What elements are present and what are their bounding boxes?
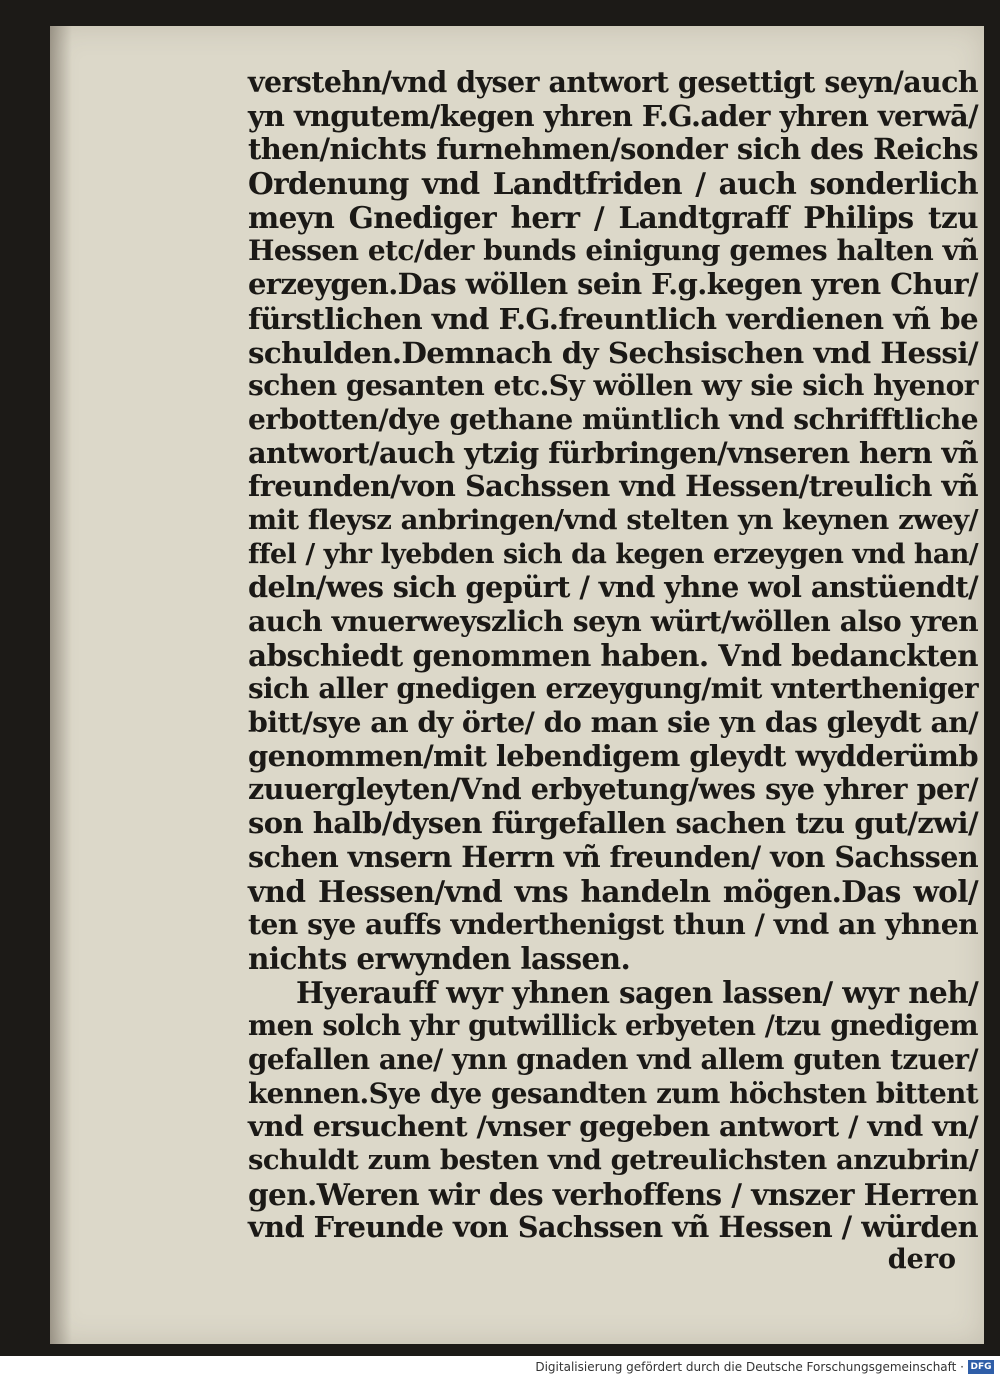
text-line: bitt/sye an dy örte/ do man sie yn das gleydt an/ — [248, 705, 978, 740]
text-line: auch vnuerweyszlich seyn würt/wöllen also yren — [248, 605, 978, 638]
text-line: nichts erwynden lassen. — [248, 940, 631, 976]
text-line: erbotten/dye gethane müntlich vnd schrifftliche — [248, 402, 978, 436]
text-line: ten sye auffs vnderthenigst thun / vnd an yhnen — [248, 908, 978, 942]
text-line: schuldt zum besten vnd getreulichsten anzubrin/ — [248, 1144, 978, 1176]
text-line: son halb/dysen fürgefallen sachen tzu gut/zwi/ — [248, 806, 978, 841]
dfg-logo-icon: DFG — [968, 1360, 994, 1374]
text-line: vnd ersuchent /vnser gegeben antwort / vnd vn/ — [248, 1109, 978, 1144]
text-line: deln/wes sich gepürt / vnd yhne wol anstüendt/ — [248, 570, 978, 605]
text-line: kennen.Sye dye gesandten zum höchsten bittent — [248, 1076, 978, 1110]
text-line: antwort/auch ytzig fürbringen/vnseren hern vñ — [248, 435, 978, 470]
catchword: dero — [887, 1244, 956, 1275]
text-line: fürstlichen vnd F.G.freuntlich verdienen vñ be — [248, 300, 978, 336]
text-line: Hyerauff wyr yhnen sagen lassen/ wyr neh/ — [296, 974, 979, 1010]
text-line: schen vnsern Herrn vñ freunden/ von Sachssen — [248, 839, 978, 874]
footer-bar — [0, 1356, 1000, 1379]
text-line: schen gesanten etc.Sy wöllen wy sie sich hyenor — [248, 369, 978, 403]
text-line: schulden.Demnach dy Sechsischen vnd Hessi/ — [248, 334, 978, 370]
text-line: vnd Hessen/vnd vns handeln mögen.Das wol/ — [248, 873, 978, 909]
text-line: verstehn/vnd dyser antwort gesettigt seyn/auch — [248, 65, 978, 99]
text-line: abschiedt genommen haben. Vnd bedanckten — [248, 637, 978, 673]
text-line: mit fleysz anbringen/vnd stelten yn keynen zwey/ — [248, 503, 978, 536]
text-line: men solch yhr gutwillick erbyeten /tzu gnedigem — [248, 1009, 978, 1043]
text-line: sich aller gnedigen erzeygung/mit vntertheniger — [248, 672, 978, 706]
text-line: genommen/mit lebendigem gleydt wydderümb — [248, 738, 978, 773]
text-line: erzeygen.Das wöllen sein F.g.kegen yren Chur/ — [248, 267, 978, 302]
book-page — [50, 26, 984, 1344]
text-line: meyn Gnediger herr / Landtgraff Philips tzu — [248, 199, 978, 235]
text-line: ffel / yhr lyebden sich da kegen erzeygen vnd han/ — [248, 538, 978, 570]
page-gutter-shadow — [50, 26, 72, 1344]
text-line: Hessen etc/der bunds einigung gemes halten vñ — [248, 234, 978, 268]
text-line: Ordenung vnd Landtfriden / auch sonderlich — [248, 166, 978, 202]
text-line: then/nichts furnehmen/sonder sich des Reichs — [248, 132, 978, 167]
text-line: gefallen ane/ ynn gnaden vnd allem guten tzuer/ — [248, 1042, 978, 1076]
text-line: zuuergleyten/Vnd erbyetung/wes sye yhrer per/ — [248, 772, 978, 807]
text-line: freunden/von Sachssen vnd Hessen/treulich vñ — [248, 469, 978, 504]
text-block — [248, 66, 978, 1245]
text-line: yn vngutem/kegen yhren F.G.ader yhren verwā/ — [248, 98, 978, 133]
text-line: vnd Freunde von Sachssen vñ Hessen / würden — [248, 1210, 978, 1245]
footer-credit: Digitalisierung gefördert durch die Deutsche Forschungsgemeinschaft · — [535, 1360, 964, 1374]
text-line: gen.Weren wir des verhoffens / vnszer Herren — [248, 1176, 978, 1212]
